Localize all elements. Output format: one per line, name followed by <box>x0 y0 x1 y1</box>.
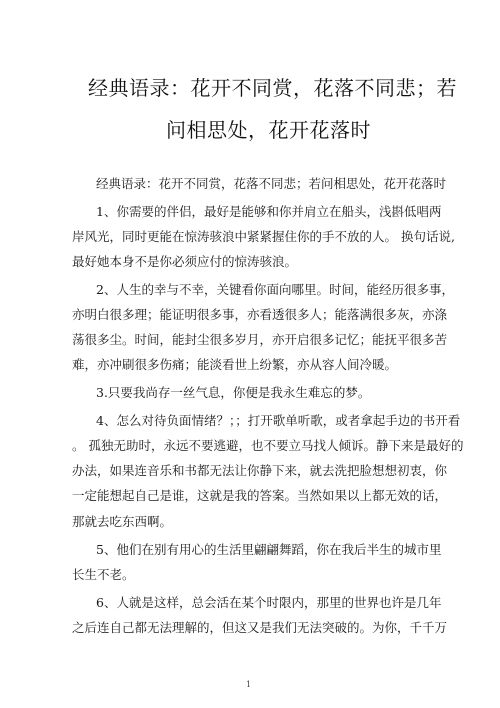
text-line: 一定能想起自己是谁，这就是我的答案。当然如果以上都无效的话， <box>72 488 448 503</box>
text-line: 之后连自己都无法理解的，但这又是我们无法突破的。为你，千千万 <box>72 620 448 635</box>
text-line: 难，亦冲刷很多伤痛；能淡看世上纷繁，亦从容人间冷暖。 <box>72 357 398 372</box>
text-line: 荡很多尘。时间，能封尘很多岁月，亦开启很多记忆；能抚平很多苦 <box>72 332 448 347</box>
text-line: 6、人就是这样，总会活在某个时限内，那里的世界也许是几年 <box>96 595 442 610</box>
text-line: 5、他们在别有用心的生活里翩翩舞蹈，你在我后半生的城市里 <box>96 542 442 557</box>
page-number: 1 <box>246 680 252 689</box>
text-line: 2、人生的幸与不幸，关键看你面向哪里。时间，能经历很多事， <box>96 282 454 297</box>
text-line: 4、怎么对待负面情绪？；；打开歌单听歌，或者拿起手边的书开看 <box>96 413 461 428</box>
text-line: 3.只要我尚存一丝气息，你便是我永生难忘的梦。 <box>96 385 371 400</box>
document-title-line-1: 经典语录：花开不同赏，花落不同悲；若 <box>88 76 457 100</box>
text-line: 岸风光，同时更能在惊涛骇浪中紧紧握住你的手不放的人。 换句话说, <box>72 229 455 244</box>
text-line: 经典语录：花开不同赏，花落不同悲；若问相思处，花开花落时 <box>96 176 447 191</box>
text-line: 那就去吃东西啊。 <box>72 514 173 529</box>
text-line: 亦明白很多理；能证明很多事，亦看透很多人；能落满很多灰，亦涤 <box>72 307 448 322</box>
text-line: 长生不老。 <box>72 567 135 582</box>
text-line: 办法，如果连音乐和书都无法让你静下来，就去洗把脸想想初衷，你 <box>72 463 448 478</box>
text-line: 最好她本身不是你必须应付的惊涛骇浪。 <box>72 254 298 269</box>
text-line: 1、你需要的伴侣，最好是能够和你并肩立在船头，浅斟低唱两 <box>96 204 442 219</box>
text-line: 。 孤独无助时，永远不要逃避，也不要立马找人倾诉。静下来是最好的 <box>72 438 464 453</box>
document-title-line-2: 问相思处，花开花落时 <box>166 118 371 142</box>
